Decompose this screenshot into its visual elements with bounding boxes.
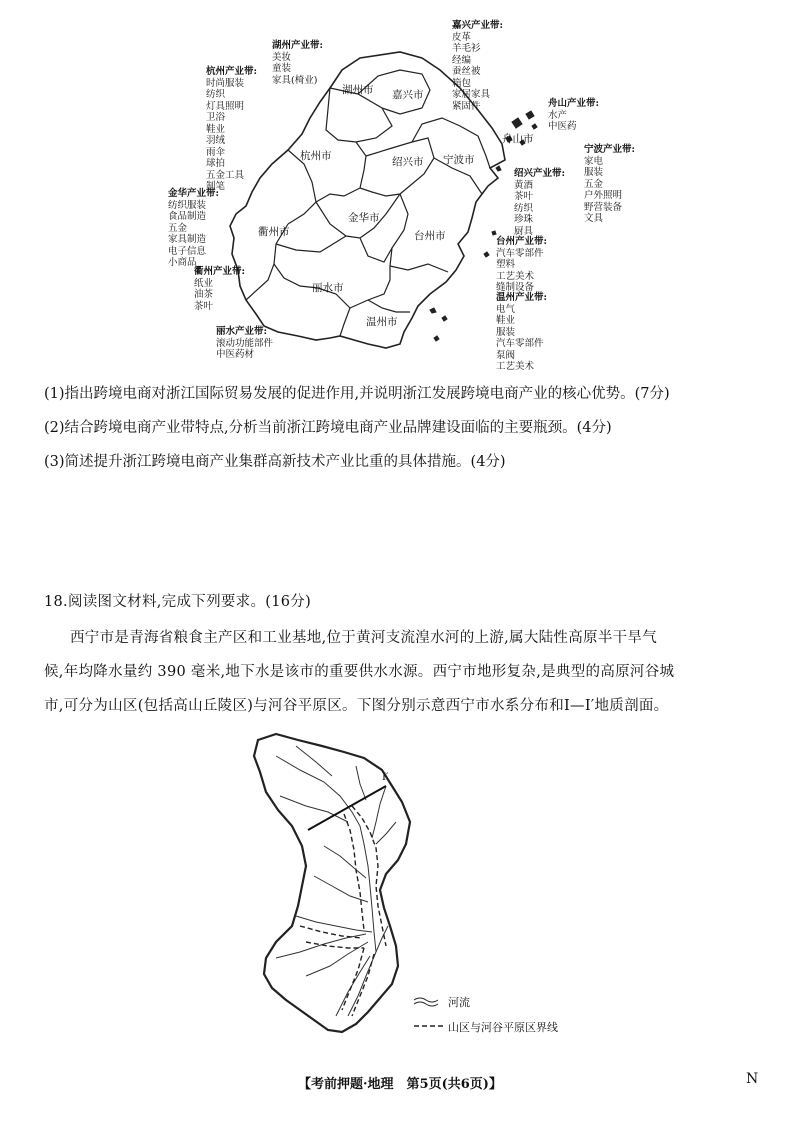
belt-item: 中医药 xyxy=(548,121,577,132)
belt-item: 制笔 xyxy=(206,181,226,192)
belt-item: 工艺美术 xyxy=(496,270,535,282)
belt-item: 文具 xyxy=(584,213,604,224)
belt-title: 嘉兴产业带: xyxy=(452,20,504,31)
belt-item: 紧固件 xyxy=(452,100,481,112)
belt-item: 雨伞 xyxy=(206,146,226,158)
q18-line-2: 候,年均降水量约 390 毫米,地下水是该市的重要供水水源。西宁市地形复杂,是典型的高原河谷城 xyxy=(44,664,675,680)
question-1: (1)指出跨境电商对浙江国际贸易发展的促进作用,并说明浙江发展跨境电商产业的核心优势。(7分) xyxy=(44,386,670,402)
city-zhoushan: 舟山市 xyxy=(502,133,534,145)
belt-item: 鞋业 xyxy=(206,123,226,135)
belt-title: 金华产业带: xyxy=(168,188,220,199)
belt-shaoxing xyxy=(514,168,565,237)
belt-item: 家居家具 xyxy=(452,89,491,100)
belt-item: 五金工具 xyxy=(206,169,245,181)
belt-item: 箱包 xyxy=(452,77,472,89)
belt-title: 温州产业带: xyxy=(496,292,548,303)
belt-item: 卫浴 xyxy=(206,112,226,123)
legend-river: 河流 xyxy=(448,996,470,1009)
paper-code: N xyxy=(746,1071,759,1087)
belt-item: 羊毛衫 xyxy=(452,43,481,54)
belt-item: 汽车零部件 xyxy=(496,338,544,349)
belt-item: 球拍 xyxy=(206,158,226,169)
belt-item: 纺织 xyxy=(206,89,226,100)
belt-item: 美妆 xyxy=(272,51,292,63)
legend-boundary: 山区与河谷平原区界线 xyxy=(448,1021,558,1034)
profile-point-label: I′ xyxy=(382,772,389,783)
question-2: (2)结合跨境电商产业带特点,分析当前浙江跨境电商产业品牌建设面临的主要瓶颈。(4分) xyxy=(44,420,612,436)
belt-item: 厨具 xyxy=(514,225,534,237)
city-shaoxing: 绍兴市 xyxy=(392,156,424,168)
page-footer: 【考前押题·地理 第5页(共6页)】 xyxy=(298,1077,502,1092)
belt-item: 茶叶 xyxy=(194,300,214,312)
belt-item: 中医药材 xyxy=(216,349,255,360)
belt-ningbo xyxy=(584,144,635,225)
belt-zhoushan xyxy=(548,98,599,133)
belt-item: 时尚服装 xyxy=(206,77,245,89)
belt-title: 丽水产业带: xyxy=(216,326,268,337)
belt-title: 杭州产业带: xyxy=(206,66,258,77)
belt-item: 经编 xyxy=(452,54,472,66)
q18-line-3: 市,可分为山区(包括高山丘陵区)与河谷平原区。下图分别示意西宁市水系分布和Ⅰ—Ⅰ′地质剖面。 xyxy=(44,698,669,714)
belt-wenzhou xyxy=(496,292,547,373)
belt-item: 纺织 xyxy=(514,202,534,214)
belt-item: 家具(椅业) xyxy=(272,74,318,86)
belt-item: 灯具照明 xyxy=(206,100,245,112)
belt-item: 五金 xyxy=(168,222,188,234)
city-hangzhou: 杭州市 xyxy=(300,150,332,162)
belt-quzhou xyxy=(194,266,245,312)
city-quzhou: 衢州市 xyxy=(258,226,290,238)
belt-item: 电气 xyxy=(496,303,516,315)
belt-title: 绍兴产业带: xyxy=(514,168,566,179)
belt-item: 电子信息 xyxy=(168,245,207,257)
belt-hangzhou xyxy=(206,66,257,193)
belt-item: 童装 xyxy=(272,63,292,74)
belt-item: 黄酒 xyxy=(514,179,534,191)
zhejiang-map xyxy=(160,18,640,372)
belt-item: 纺织服装 xyxy=(168,199,207,211)
belt-title: 衢州产业带: xyxy=(194,266,246,277)
belt-item: 野营装备 xyxy=(584,201,623,213)
city-taizhou: 台州市 xyxy=(414,230,446,242)
belt-item: 五金 xyxy=(584,178,604,190)
city-jinhua: 金华市 xyxy=(348,212,380,224)
city-huzhou: 湖州市 xyxy=(342,84,374,96)
belt-title: 台州产业带: xyxy=(496,236,548,247)
belt-huzhou xyxy=(272,40,323,86)
belt-lishui xyxy=(216,326,273,361)
belt-item: 工艺美术 xyxy=(496,361,535,372)
belt-title: 宁波产业带: xyxy=(584,144,636,155)
city-lishui: 丽水市 xyxy=(312,282,344,294)
city-jiaxing: 嘉兴市 xyxy=(392,89,424,101)
belt-jinhua xyxy=(168,188,219,269)
belt-item: 家电 xyxy=(584,155,604,167)
belt-item: 汽车零部件 xyxy=(496,247,544,259)
q18-line-1: 西宁市是青海省粮食主产区和工业基地,位于黄河支流湟水河的上游,属大陆性高原半干旱气 xyxy=(70,630,658,646)
belt-item: 纸业 xyxy=(194,277,214,289)
xining-water-system-map xyxy=(236,726,586,1046)
belt-item: 户外照明 xyxy=(584,190,623,201)
belt-item: 蚕丝被 xyxy=(452,66,481,77)
belt-item: 鞋业 xyxy=(496,315,516,326)
city-ningbo: 宁波市 xyxy=(443,154,475,166)
belt-item: 油茶 xyxy=(194,289,214,300)
belt-item: 缝制设备 xyxy=(496,282,535,293)
xining-map-outline xyxy=(236,726,586,1046)
belt-item: 皮革 xyxy=(452,31,472,43)
belt-item: 家具制造 xyxy=(168,234,207,245)
belt-title: 湖州产业带: xyxy=(272,40,324,51)
belt-item: 羽绒 xyxy=(206,135,226,146)
belt-item: 茶叶 xyxy=(514,191,534,202)
belt-item: 泵阀 xyxy=(496,349,516,361)
belt-item: 服装 xyxy=(584,167,604,178)
q18-header: 18.阅读图文材料,完成下列要求。(16分) xyxy=(44,594,312,610)
belt-item: 水产 xyxy=(548,109,568,121)
belt-item: 小商品 xyxy=(168,257,197,268)
question-3: (3)简述提升浙江跨境电商产业集群高新技术产业比重的具体措施。(4分) xyxy=(44,454,506,470)
city-wenzhou: 温州市 xyxy=(366,316,398,328)
belt-item: 服装 xyxy=(496,326,516,338)
belt-jiaxing xyxy=(452,20,503,112)
belt-title: 舟山产业带: xyxy=(548,98,600,109)
belt-taizhou xyxy=(496,236,547,294)
belt-item: 塑料 xyxy=(496,259,516,270)
belt-item: 食品制造 xyxy=(168,211,207,222)
belt-item: 珍珠 xyxy=(514,214,534,225)
belt-item: 滚动功能部件 xyxy=(216,337,274,349)
